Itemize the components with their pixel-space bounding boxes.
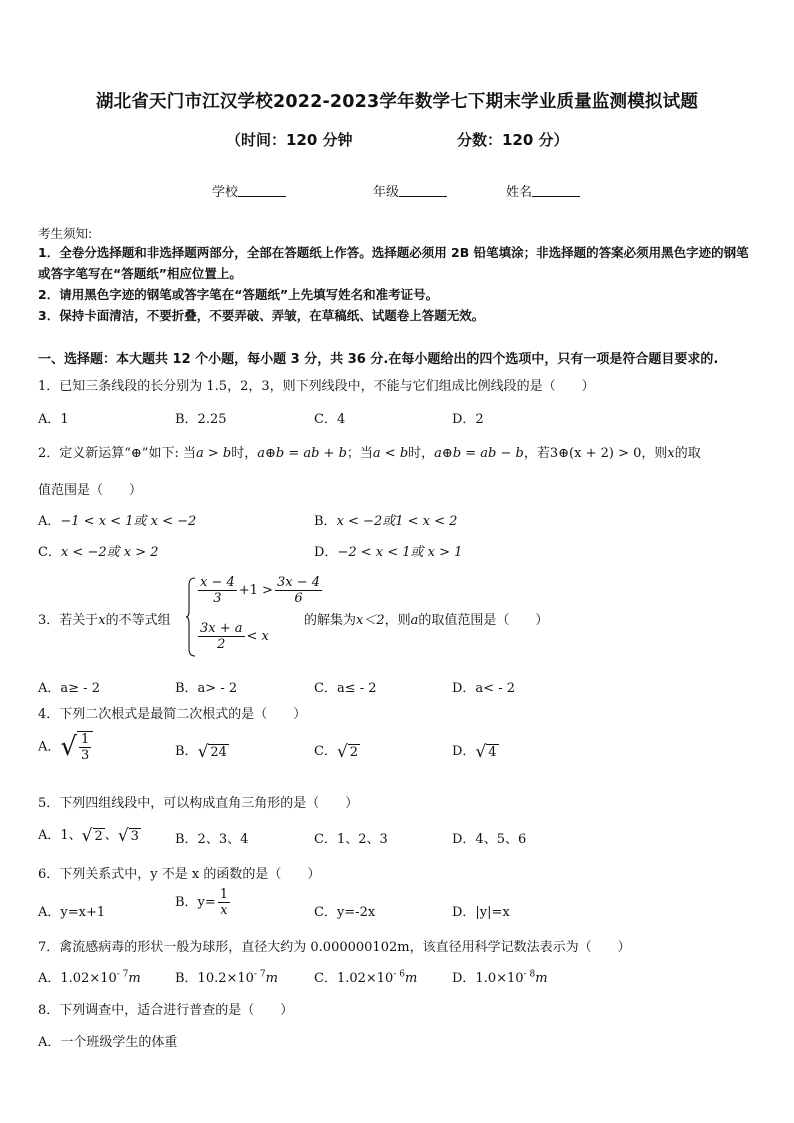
- question-8-stem: 8．下列调查中，适合进行普查的是（ ）: [38, 1003, 294, 1018]
- exam-time: （时间：120 分钟: [226, 131, 353, 149]
- question-3-stem-pre: [38, 609, 171, 628]
- q2-text: 2．定义新运算“⊕”如下: 当: [38, 446, 196, 461]
- q2-option-b-text: x < −2或1 < x < 2: [336, 514, 458, 529]
- q3-frac-1-den: 3: [213, 591, 222, 606]
- q3-solution: x＜2: [356, 613, 385, 628]
- q5-option-d: D．4、5、6: [452, 832, 527, 847]
- q2-eq1: a⊕b = ab + b: [257, 446, 347, 461]
- q3-frac-3: [198, 621, 245, 652]
- q6-frac-den: x: [220, 903, 228, 918]
- q2-text: 时，: [408, 446, 435, 461]
- q2-cond-ab: a > b: [195, 446, 232, 461]
- q5-option-a-prefix: A．1、: [38, 828, 82, 843]
- q2-var-x: x: [667, 446, 675, 461]
- exam-score: 分数：120 分）: [457, 131, 569, 149]
- q3-frac-3-num: 3x + a: [200, 621, 243, 636]
- notice-item: 1．全卷分选择题和非选择题两部分，全部在答题纸上作答。选择题必须用 2B 铅笔填涂；非选择题的答案必须用黑色字迹的钢笔或答字笔写在“答题纸”相应位置上。: [38, 245, 749, 281]
- q1-option-a: A．1: [38, 412, 69, 427]
- q2-condition: 3⊕(x + 2) > 0: [549, 446, 642, 461]
- question-2-line2: 值范围是（ ）: [38, 483, 143, 498]
- q7-option-a: [38, 967, 141, 986]
- notice-heading: 考生须知:: [38, 226, 93, 241]
- school-field: [212, 181, 286, 200]
- q2-text: 时，: [231, 446, 258, 461]
- q4-option-b: [175, 740, 229, 762]
- q2-option-a-letter: A．: [38, 514, 61, 529]
- q2-text: 的取: [674, 446, 701, 461]
- q4-option-b-letter: B．: [175, 744, 198, 759]
- q3-frac-1: [198, 575, 237, 606]
- q2-option-b: [314, 510, 457, 529]
- q7-option-b-unit: m: [265, 971, 278, 986]
- q6-option-c: C．y=-2x: [314, 905, 376, 920]
- notice-item: 2．请用黑色字迹的钢笔或答字笔在“答题纸”上先填写姓名和准考证号。: [38, 287, 439, 302]
- q5-separator: 、: [104, 828, 118, 843]
- q3-frac-2-num: 3x − 4: [276, 575, 320, 590]
- q1-option-c: C．4: [314, 412, 346, 427]
- question-7-stem: 7．禽流感病毒的形状一般为球形，直径大约为 0.000000102m，该直径用科学记数法表示为（ ）: [38, 940, 631, 955]
- q4-option-b-radicand: 24: [210, 744, 227, 760]
- q2-option-a-text: −1 < x < 1或 x < −2: [60, 514, 197, 529]
- sqrt-sign: √ 24: [197, 741, 227, 762]
- name-field: [506, 181, 580, 200]
- q6-option-b-prefix: B．y=: [175, 895, 216, 910]
- q3-frac-1-num: x − 4: [200, 575, 235, 590]
- q7-option-b-exp: - 7: [253, 969, 266, 980]
- q3-var-x: x: [98, 613, 106, 628]
- grade-field: [373, 181, 447, 200]
- q7-option-d-exp: - 8: [523, 969, 536, 980]
- q3-plus-one: +1 >: [238, 583, 273, 598]
- q7-option-d: [452, 967, 548, 986]
- q3-option-d: D．a< - 2: [452, 681, 515, 696]
- question-1-stem: 1．已知三条线段的长分别为 1.5，2，3，则下列线段中，不能与它们组成比例线段的是（ ）: [38, 379, 595, 394]
- q2-option-a: [38, 510, 196, 529]
- q4-option-d-radicand: 4: [488, 744, 497, 760]
- school-blank: [238, 184, 286, 197]
- q3-option-a: A．a≥ - 2: [38, 681, 100, 696]
- q2-option-d-text: −2 < x < 1或 x > 1: [337, 545, 463, 560]
- q7-option-c-base: C．1.02×10: [314, 971, 394, 986]
- q6-frac-num: 1: [219, 887, 229, 902]
- q2-option-c-letter: C．: [38, 545, 61, 560]
- q5-radicand-1: 2: [94, 828, 103, 844]
- q3-text: ，则: [384, 613, 411, 628]
- q7-option-a-base: A．1.02×10: [38, 971, 117, 986]
- q7-option-c-unit: m: [404, 971, 418, 986]
- page-title: 湖北省天门市江汉学校2022-2023学年数学七下期末学业质量监测模拟试题: [95, 92, 699, 112]
- grade-label: 年级: [373, 185, 400, 200]
- q3-less-than-x: < x: [246, 629, 269, 644]
- q4-option-c: [314, 740, 360, 762]
- q6-option-b: [175, 887, 232, 918]
- q3-inequality-1: [196, 575, 324, 606]
- q4-frac-den: 3: [80, 748, 90, 763]
- q2-cond-alb: a < b: [372, 446, 409, 461]
- q7-option-d-unit: m: [535, 971, 548, 986]
- q3-frac-2: [275, 575, 322, 606]
- notice-item: 3．保持卡面清洁，不要折叠，不要弄破、弄皱，在草稿纸、试题卷上答题无效。: [38, 308, 485, 323]
- q2-option-d-letter: D．: [314, 545, 338, 560]
- question-2-stem: [38, 442, 701, 461]
- q3-text: 3．若关于: [38, 613, 99, 628]
- q7-option-a-exp: - 7: [116, 969, 129, 980]
- q3-option-c: C．a≤ - 2: [314, 681, 377, 696]
- q4-option-c-radicand: 2: [349, 744, 359, 760]
- q7-option-b-base: B．10.2×10: [175, 971, 254, 986]
- q7-option-c-exp: - 6: [393, 969, 405, 980]
- q7-option-c: [314, 967, 417, 986]
- q6-option-a: A．y=x+1: [38, 905, 106, 920]
- q3-inequality-2: [196, 621, 269, 652]
- q4-option-a: [38, 731, 93, 763]
- q3-text: 的取值范围是（ ）: [418, 613, 549, 628]
- q4-frac-num: 1: [80, 732, 90, 747]
- question-4-stem: 4．下列二次根式是最简二次根式的是（ ）: [38, 707, 307, 722]
- q2-option-c: [38, 541, 159, 560]
- name-label: 姓名: [506, 185, 533, 200]
- q2-text: ；当: [346, 446, 373, 461]
- grade-blank: [399, 184, 447, 197]
- name-blank: [532, 184, 580, 197]
- q5-option-b: B．2、3、4: [175, 832, 249, 847]
- q7-option-b: [175, 967, 278, 986]
- school-label: 学校: [212, 185, 239, 200]
- q5-option-c: C．1、2、3: [314, 832, 388, 847]
- q3-frac-3-den: 2: [217, 637, 226, 652]
- q2-option-d: [314, 541, 462, 560]
- sqrt-sign: √ 2: [81, 825, 103, 846]
- question-3-stem-post: [304, 609, 548, 628]
- question-5-stem: 5．下列四组线段中，可以构成直角三角形的是（ ）: [38, 796, 359, 811]
- q3-text: 的不等式组: [105, 613, 171, 628]
- q5-radicand-2: 3: [130, 828, 139, 844]
- q3-frac-2-den: 6: [294, 591, 303, 606]
- q1-option-b: B．2.25: [175, 412, 227, 427]
- sqrt-sign: √ $\frac{1}{3}$: [60, 731, 93, 763]
- q3-text: 的解集为: [304, 613, 357, 628]
- q2-text: ，则: [641, 446, 668, 461]
- q2-option-c-text: x < −2或 x > 2: [60, 545, 159, 560]
- q3-option-b: B．a> - 2: [175, 681, 238, 696]
- q7-option-d-base: D．1.0×10: [452, 971, 524, 986]
- q1-option-d: D．2: [452, 412, 484, 427]
- q4-option-c-letter: C．: [314, 744, 337, 759]
- q4-option-a-letter: A．: [38, 739, 61, 755]
- q3-var-a: a: [410, 613, 419, 628]
- q5-option-a: [38, 824, 141, 846]
- q2-text: ，若: [523, 446, 550, 461]
- q6-option-d: D．|y|=x: [452, 905, 510, 920]
- question-6-stem: 6．下列关系式中，y 不是 x 的函数的是（ ）: [38, 867, 321, 882]
- sqrt-sign: √ 3: [117, 825, 139, 846]
- q2-option-b-letter: B．: [314, 514, 337, 529]
- sqrt-sign: √ 4: [475, 741, 497, 762]
- q8-option-a: A．一个班级学生的体重: [38, 1035, 178, 1050]
- system-brace: [186, 577, 196, 657]
- section-heading: 一、选择题：本大题共 12 个小题，每小题 3 分，共 36 分.在每小题给出的四个选项中，只有一项是符合题目要求的.: [38, 352, 719, 367]
- q4-option-d-letter: D．: [452, 744, 476, 759]
- q4-option-d: [452, 740, 499, 762]
- sqrt-sign: √ 2: [336, 741, 359, 762]
- q2-eq2: a⊕b = ab − b: [434, 446, 524, 461]
- q7-option-a-unit: m: [128, 971, 141, 986]
- q6-frac: [218, 887, 230, 918]
